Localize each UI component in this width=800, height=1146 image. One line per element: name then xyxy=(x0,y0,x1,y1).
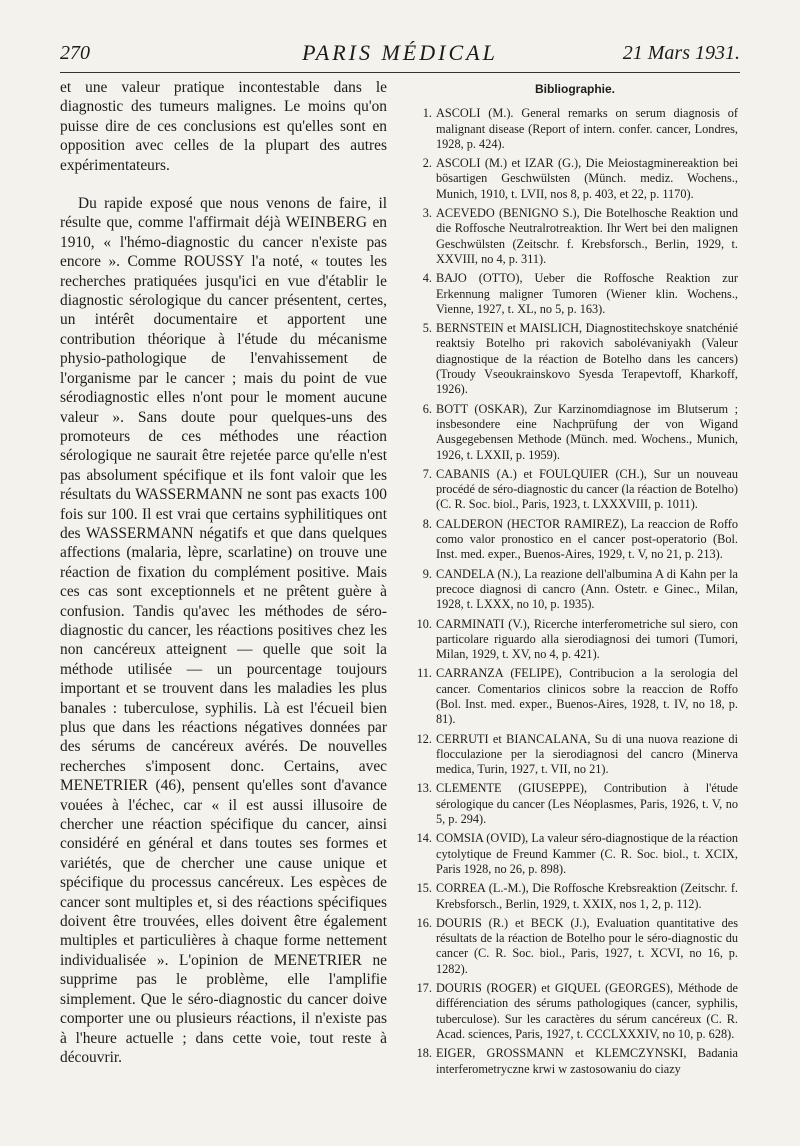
bibliography-item xyxy=(412,567,738,613)
ref-text: DOURIS (R.) et BECK (J.), Evaluation quantitative des résultats de la réaction de Botelho pour le séro-diagnostic du cancer (C. R. Soc. biol., Paris, 1927, t. XCVI, no 16, p. 1282). xyxy=(436,915,738,976)
bibliography-item xyxy=(412,106,738,152)
bibliography-item xyxy=(412,666,738,727)
ref-text: ACEVEDO (BENIGNO S.), Die Botelhosche Reaktion und die Roffosche Neutralrotreaktion. Ihr Wert bei den malignen Geschwülsten (Zeitschr. f. Krebsforsch., Berlin, 1929, t. XXVIII, no 4, p. 311). xyxy=(436,206,738,266)
bibliography xyxy=(412,78,738,1081)
ref-text: CARRANZA (FELIPE), Contribucion a la serologia del cancer. Comentarios clinicos sobre la reaccion de Roffo (Bol. Inst. med. exper., Buenos-Aires, 1928, t. IV, no 18, p. 81). xyxy=(436,666,738,727)
ref-text: BAJO (OTTO), Ueber die Roffosche Reaktion zur Erkennung maligner Tumoren (Wiener klin. Wochens., Vienne, 1927, t. XL, no 5, p. 163). xyxy=(436,271,738,316)
ref-number: 10. xyxy=(416,616,432,631)
journal-title: PARIS MÉDICAL xyxy=(302,40,498,65)
bibliography-item xyxy=(412,271,738,317)
ref-text: CLEMENTE (GIUSEPPE), Contribution à l'étude sérologique du cancer (Les Néoplasmes, Paris, 1926, t. V, no 5, p. 294). xyxy=(436,781,738,827)
ref-number: 15. xyxy=(416,881,432,896)
ref-text: BERNSTEIN et MAISLICH, Diagnostitechskoye snatchénié reaktsiy Botelho pri rakovich sabolévaniyakh (Valeur diagnostique de la réaction de Botelho dans les cancers) (Troudy Vseoukrainskovo Syesda Terapevtoff, Kharkoff, 1926). xyxy=(436,321,738,397)
bibliography-list xyxy=(412,106,738,1077)
ref-number: 4. xyxy=(422,271,432,286)
bibliography-item xyxy=(412,156,738,202)
bibliography-item xyxy=(412,517,738,563)
left-column xyxy=(60,78,387,1067)
bibliography-item xyxy=(412,916,738,977)
bibliography-item xyxy=(412,781,738,827)
ref-number: 13. xyxy=(416,781,432,796)
ref-number: 6. xyxy=(422,401,432,416)
bibliography-item xyxy=(412,1046,738,1077)
page-number: 270 xyxy=(60,42,90,64)
ref-text: CARMINATI (V.), Ricerche interferometriche sul siero, con particolare riguardo alla sierodiagnosi dei tumori (Tumori, Milan, 1929, t. XV, no 4, p. 421). xyxy=(436,616,738,662)
ref-text: CORREA (L.-M.), Die Roffosche Krebsreaktion (Zeitschr. f. Krebsforsch., Berlin, 1929, t. XXIX, nos 1, 2, p. 112). xyxy=(436,881,738,911)
header-rule xyxy=(60,72,740,73)
ref-text: COMSIA (OVID), La valeur séro-diagnostique de la réaction cytolytique de Freund Kammer (C. R. Soc. biol., t. XCIX, Paris 1928, no 26, p. 898). xyxy=(436,831,738,876)
ref-number: 12. xyxy=(416,731,432,746)
ref-text: CABANIS (A.) et FOULQUIER (CH.), Sur un nouveau procédé de séro-diagnostic du cancer (la réaction de Botelho) (C. R. Soc. biol., Paris, 1923, t. LXXXVIII, p. 1011). xyxy=(436,466,738,512)
bibliography-item xyxy=(412,206,738,267)
ref-number: 7. xyxy=(422,466,432,481)
ref-number: 3. xyxy=(422,206,432,221)
bibliography-item xyxy=(412,467,738,513)
ref-number: 11. xyxy=(417,666,432,681)
bibliography-title: Bibliographie. xyxy=(534,82,615,96)
ref-text: CANDELA (N.), La reazione dell'albumina A di Kahn per la precoce diagnosi di cancro (Ann. Ostetr. e Ginec., Milan, 1928, t. LXXX, no 10, p. 1935). xyxy=(436,566,738,612)
bibliography-item xyxy=(412,402,738,463)
ref-number: 1. xyxy=(422,106,432,121)
bibliography-item xyxy=(412,981,738,1042)
ref-number: 17. xyxy=(416,981,432,996)
bibliography-item xyxy=(412,831,738,877)
ref-text: ASCOLI (M.). General remarks on serum diagnosis of malignant disease (Report of intern. confer. cancer, Londres, 1928, p. 424). xyxy=(436,106,738,151)
ref-number: 14. xyxy=(416,831,432,846)
ref-number: 2. xyxy=(422,156,432,171)
paragraph: Du rapide exposé que nous venons de faire, il résulte que, comme l'affirmait déjà WEINBERG en 1910, « l'hémo-diagnostic du cancer n'existe pas encore ». Comme ROUSSY l'a noté, « toutes les recherches pratiquées jusqu'ici en vue d'établir le diagnostic sérologique du cancer présentent, certes, un intérêt documentaire et apportent une contribution théorique à l'étude du mécanisme physio-pathologique de l'envahissement de l'organisme par le cancer ; mais du point de vue sérodiagnostic elles n'ont pour le moment aucune valeur ». Sans doute pour quelques-uns des promoteurs de ces méthodes une réaction sérologique ne saurait être rejetée parce qu'elle n'est pas absolument spécifique et ils font valoir que les résultats du WASSERMANN ne sont pas exacts 100 fois sur 100. Il est vrai que certains syphilitiques ont des WASSERMANN négatifs et que dans quelques affections (malaria, lèpre, scarlatine) on trouve une réaction de fixation du complément positive. Mais ces cas sont exceptionnels et ne prêtent guère à confusion. Tandis qu'avec les méthodes de séro-diagnostic du cancer, les réactions positives chez les non cancéreux atteignent — quelle que soit la méthode utilisée — un pourcentage toujours important et se trouvent dans les maladies les plus banales : tuberculose, syphilis. Là est l'écueil bien plus que dans les réactions négatives données par des sérums de cancéreux avérés. De nouvelles recherches s'imposent donc. Certains, avec MENETRIER (46), pensent qu'elles sont d'avance vouées à l'échec, car « il est aussi illusoire de chercher une réaction spécifique du cancer, ainsi considéré en général et dans toutes ses formes et variétés, que de chercher une cause unique et spécifique du processus cancéreux. Les espèces de cancer sont multiples et, si des réactions spécifiques doivent être trouvées, elles doivent être également multiples et particulières à chaque forme nettement individualisée ». L'opinion de MENETRIER ne supprime pas le problème, elle l'amplifie simplement. Que le séro-diagnostic du cancer doive comporter une ou plusieurs réactions, il n'existe pas à l'heure actuelle ; dans cette voie, tout reste à découvrir. xyxy=(60,195,387,1066)
ref-number: 8. xyxy=(422,516,432,531)
ref-text: CERRUTI et BIANCALANA, Su di una nuova reazione di flocculazione per la sierodiagnosi del cancro (Minerva medica, Turin, 1927, t. VII, no 21). xyxy=(436,731,738,777)
ref-text: DOURIS (ROGER) et GIQUEL (GEORGES), Méthode de différenciation des sérums pathologiques (cancer, syphilis, tuberculose). Sur les caractères du sérum cancéreux (C. R. Acad. sciences, Paris, 1927, t. CCCLXXXIV, no 10, p. 628). xyxy=(436,981,738,1041)
issue-date: 21 Mars 1931. xyxy=(622,42,740,64)
paragraph: et une valeur pratique incontestable dans le diagnostic des tumeurs malignes. Le moins qu'on puisse dire de ces conclusions est qu'elles sont en opposition avec celles de la plupart des autres expérimentateurs. xyxy=(60,79,387,174)
ref-number: 18. xyxy=(416,1046,432,1061)
bibliography-item xyxy=(412,881,738,912)
ref-number: 9. xyxy=(422,566,432,581)
ref-text: BOTT (OSKAR), Zur Karzinomdiagnose im Blutserum ; insbesondere eine Nachprüfung der von Wigand Ausgegebensen Methode (Münch. med. Wochens., Munich, 1926, t. LXXII, p. 1959). xyxy=(436,401,738,462)
ref-text: ASCOLI (M.) et IZAR (G.), Die Meiostagminereaktion bei bösartigen Geschwülsten (Münch. mediz. Wochens., Munich, 1910, t. LVII, nos 8, p. 403, et 22, p. 1170). xyxy=(436,156,738,201)
bibliography-item xyxy=(412,617,738,663)
bibliography-item xyxy=(412,321,738,397)
ref-text: CALDERON (HECTOR RAMIREZ), La reaccion de Roffo como valor pronostico en el cancer post-operatorio (Bol. Inst. med. exper., Buenos-Aires, 1929, t. V, no 21, p. 213). xyxy=(436,516,738,562)
bibliography-item xyxy=(412,732,738,778)
ref-number: 5. xyxy=(422,321,432,336)
ref-number: 16. xyxy=(416,915,432,930)
ref-text: EIGER, GROSSMANN et KLEMCZYNSKI, Badania interferometryczne krwi w zastosowaniu do ciazy xyxy=(436,1046,738,1076)
